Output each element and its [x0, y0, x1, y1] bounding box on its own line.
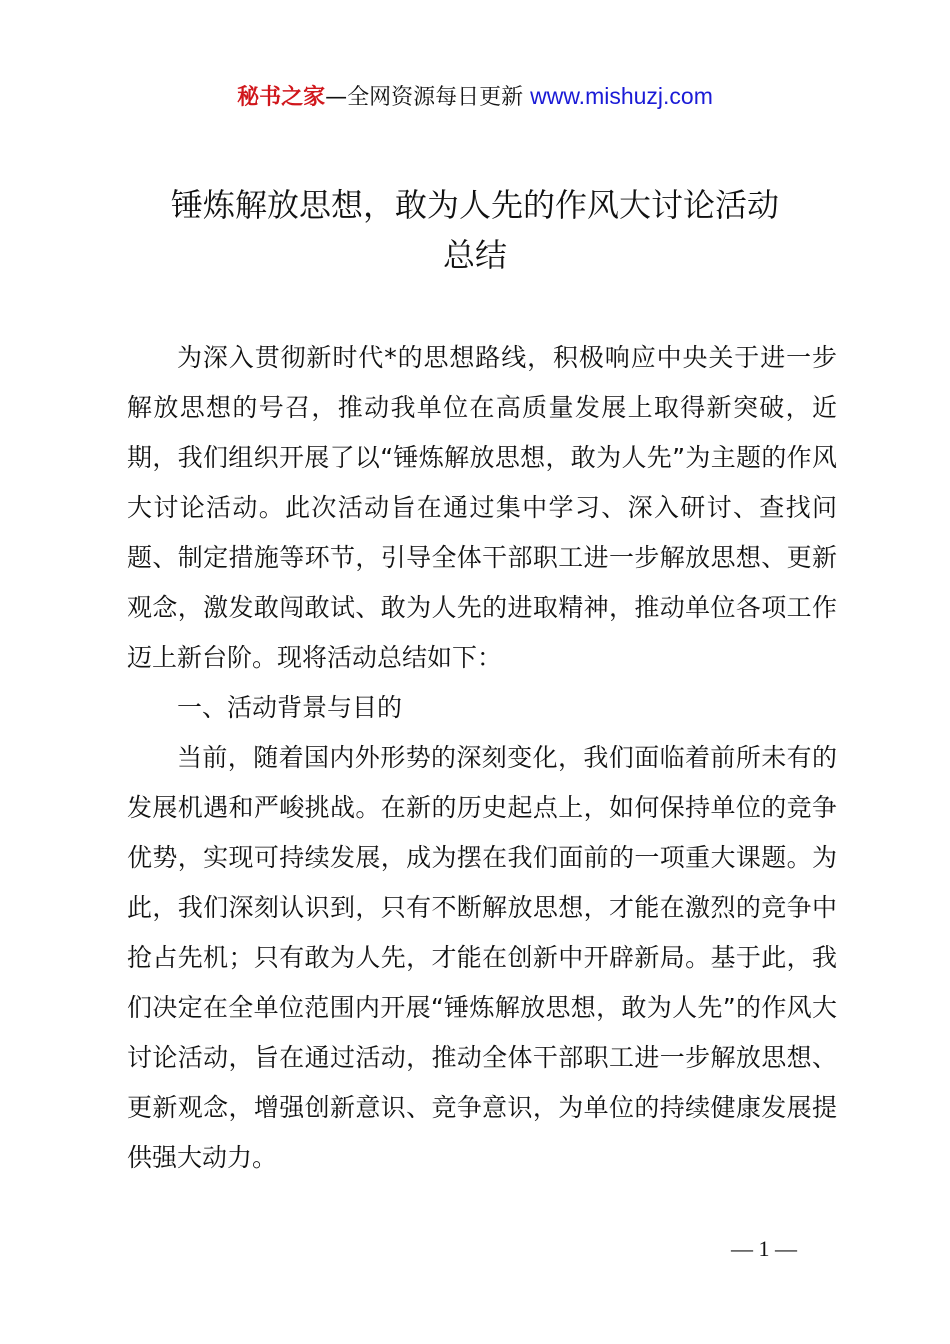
site-brand: 秘书之家: [237, 85, 326, 110]
site-tagline: —全网资源每日更新: [325, 85, 524, 110]
document-title-line-2: 总结: [442, 236, 507, 274]
site-url-link[interactable]: www.mishuzj.com: [530, 83, 713, 109]
document-body: [127, 333, 837, 1183]
page-number: — 1 —: [731, 1236, 797, 1261]
background-paragraph: 当前，随着国内外形势的深刻变化，我们面临着前所未有的发展机遇和严峻挑战。在新的历史起点上，如何保持单位的竞争优势，实现可持续发展，成为摆在我们面前的一项重大课题。为此，我们深刻认识到，只有不断解放思想，才能在激烈的竞争中抢占先机；只有敢为人先，才能在创新中开辟新局。基于此，我们决定在全单位范围内开展“锤炼解放思想，敢为人先”的作风大讨论活动，旨在通过活动，推动全体干部职工进一步解放思想、更新观念，增强创新意识、竞争意识，为单位的持续健康发展提供强大动力。: [127, 743, 837, 1172]
document-title-line-1: 锤炼解放思想，敢为人先的作风大讨论活动: [170, 186, 779, 224]
document-title: [100, 180, 850, 280]
section-heading: 一、活动背景与目的: [177, 693, 403, 722]
page-header: [0, 78, 950, 116]
intro-paragraph: 为深入贯彻新时代*的思想路线，积极响应中央关于进一步解放思想的号召，推动我单位在高质量发展上取得新突破，近期，我们组织开展了以“锤炼解放思想，敢为人先”为主题的作风大讨论活动。此次活动旨在通过集中学习、深入研讨、查找问题、制定措施等环节，引导全体干部职工进一步解放思想、更新观念，激发敢闯敢试、敢为人先的进取精神，推动单位各项工作迈上新台阶。现将活动总结如下：: [127, 343, 837, 672]
